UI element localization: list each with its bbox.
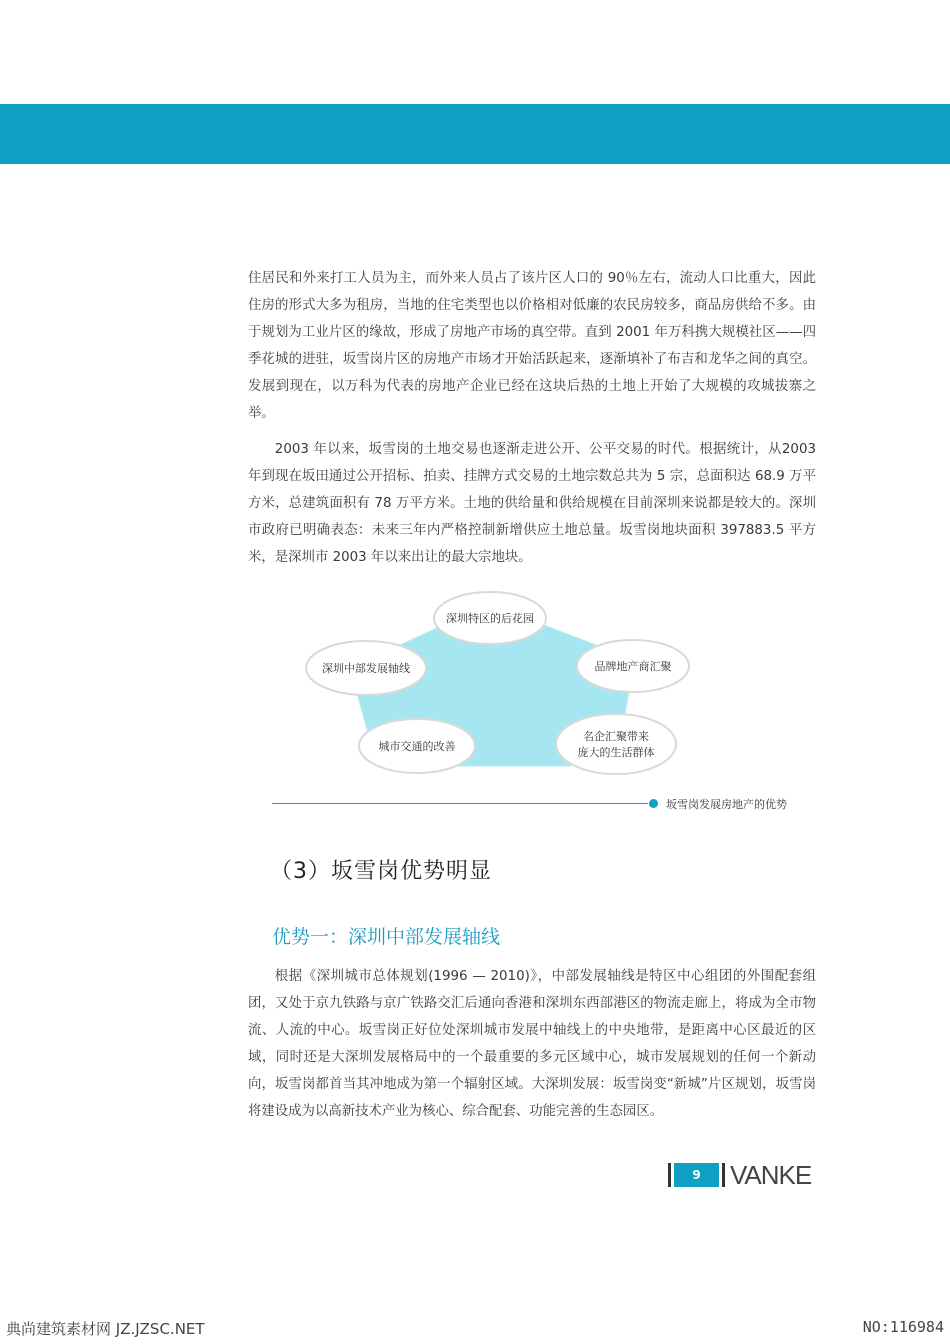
bubble-right: [577, 640, 689, 692]
watermark-right: NO:116984: [862, 1318, 944, 1336]
bubble-label: 深圳中部发展轴线: [322, 662, 410, 675]
bubble-label: 名企汇聚带来: [583, 730, 649, 743]
bubble-left: [306, 641, 426, 695]
subsection-title: 优势一：深圳中部发展轴线: [272, 926, 501, 948]
bubble-bottom-right: [556, 714, 676, 774]
advantages-diagram: [300, 590, 690, 780]
bubble-label: 城市交通的改善: [378, 740, 456, 753]
section-title: （3）坂雪岗优势明显: [270, 859, 492, 884]
footer-divider-left: [668, 1163, 671, 1187]
page-number: 9: [674, 1163, 719, 1187]
body-paragraph-1: 住居民和外来打工人员为主，而外来人员占了该片区人口的 90％左右，流动人口比重大，因此住房的形式大多为租房，当地的住宅类型也以价格相对低廉的农民房较多，商品房供给不多。由于规划为工业片区的缘故，形成了房地产市场的真空带。直到 2001 年万科携大规模社区——四季花城的进驻，坂雪岗片区的房地产市场才开始活跃起来，逐渐填补了布吉和龙华之间的真空。发展到现在，以万科为代表的房地产企业已经在这块后热的土地上开始了大规模的攻城拔寨之举。: [248, 271, 816, 421]
bubble-bottom-left: [359, 719, 475, 773]
bubble-top: [434, 592, 546, 644]
diagram-caption: 坂雪岗发展房地产的优势: [666, 798, 787, 811]
header-banner: [0, 104, 950, 164]
brand-logo: VANKE: [730, 1160, 812, 1190]
footer-divider-right: [722, 1163, 725, 1187]
bubble-label: 品牌地产商汇聚: [594, 660, 672, 673]
body-paragraph-3: 根据《深圳城市总体规划(1996 — 2010)》，中部发展轴线是特区中心组团的外围配套组团，又处于京九铁路与京广铁路交汇后通向香港和深圳东西部港区的物流走廊上，将成为全市物流、人流的中心。坂雪岗正好位处深圳城市发展中轴线上的中央地带，是距离中心区最近的区域，同时还是大深圳发展格局中的一个最重要的多元区域中心，城市发展规划的任何一个新动向，坂雪岗都首当其冲地成为第一个辐射区域。大深圳发展：坂雪岗变“新城”片区规划，坂雪岗将建设成为以高新技术产业为核心、综合配套、功能完善的生态园区。: [248, 969, 816, 1119]
caption-bullet-icon: [649, 799, 658, 808]
bubble-label: 深圳特区的后花园: [446, 612, 534, 625]
caption-divider: [272, 803, 648, 804]
watermark-left: 典尚建筑素材网 JZ.JZSC.NET: [6, 1320, 205, 1338]
body-paragraph-2: 2003 年以来，坂雪岗的土地交易也逐渐走进公开、公平交易的时代。根据统计，从2003 年到现在坂田通过公开招标、拍卖、挂牌方式交易的土地宗数总共为 5 宗，总面积达 68.9 万平方米，总建筑面积有 78 万平方米。土地的供给量和供给规模在目前深圳来说都是较大的。深圳市政府已明确表态：未来三年内严格控制新增供应土地总量。坂雪岗地块面积 397883.5 平方米，是深圳市 2003 年以来出让的最大宗地块。: [248, 442, 816, 565]
bubble-label: 庞大的生活群体: [577, 746, 655, 759]
